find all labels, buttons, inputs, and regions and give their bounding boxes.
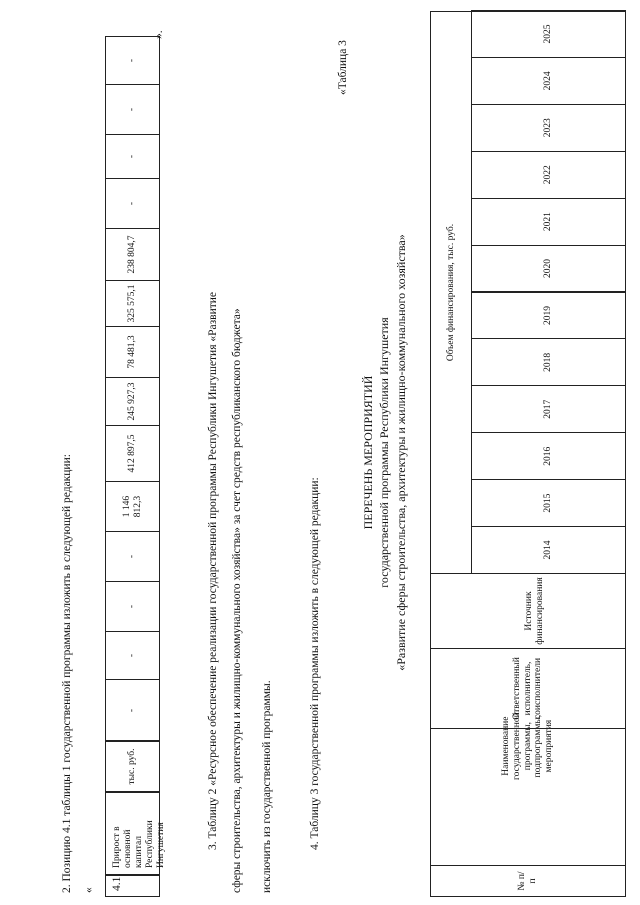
t3-year-cell [471,385,626,433]
row-value-cell [105,581,160,632]
t3-col-source: Источник финансирования [524,577,545,645]
t3-year-cell [471,432,626,480]
item2-close-quote: ». [153,30,165,39]
t3-year-label: 2022 [543,165,554,185]
t3-col-name: Наименование государственной программы, подпрограммы, мероприятия [500,712,555,780]
t3-year-label: 2020 [543,259,554,279]
row-value: 325 575,1 [127,284,138,323]
t3-year-label: 2014 [543,540,554,560]
t3-year-cell [471,479,626,527]
row-value-cell [105,178,160,229]
row-value-cell [105,84,160,135]
row-value: - [127,154,138,159]
item2-text: 2. Позицию 4.1 таблицы 1 государственной программы изложить в следующей редакции: [61,454,73,893]
row-value: - [127,708,138,713]
row-value: - [127,554,138,559]
t3-year-label: 2019 [543,305,554,325]
t3-col-num-cell [430,865,626,897]
t3-col-volume-cell [430,11,472,574]
row-value: 412 897,5 [127,434,138,473]
row-value: 238 804,7 [127,235,138,274]
row-number-cell [105,874,160,897]
t3-year-cell [471,104,626,152]
t3-col-resp: Ответственный исполнитель, соисполнители [511,657,544,720]
row-value: - [127,653,138,658]
row-value-cell [105,280,160,327]
t3-year-cell [471,198,626,246]
t3-year-label: 2015 [543,493,554,513]
row-value: - [127,604,138,609]
title-line3: «Развитие сферы строительства, архитектуры и жилищно-коммунального хозяйства» [394,234,408,671]
row-value-cell [105,228,160,281]
row-number: 4.1. [111,873,123,891]
t3-col-volume: Объем финансирования, тыс. руб. [445,223,456,362]
row-value-cell [105,326,160,378]
t3-year-label: 2025 [543,24,554,44]
t3-year-label: 2021 [543,212,554,232]
t3-year-label: 2023 [543,118,554,138]
t3-year-cell [471,526,626,574]
t3-year-cell [471,292,626,340]
row-value: - [127,201,138,206]
row-value: - [127,107,138,112]
row-name-cell [105,791,166,876]
row-value-cell [105,631,160,680]
row-value: - [127,58,138,63]
t3-year-cell [471,151,626,199]
t3-year-cell [471,245,626,293]
item4-text: 4. Таблицу 3 государственной программы изложить в следующей редакции: [309,477,321,850]
row-value: 78 481,3 [127,335,138,369]
row-value-cell [105,425,160,482]
row-value-cell [105,531,160,582]
t3-col-source-cell [430,573,626,649]
item3-line1: 3. Таблицу 2 «Ресурсное обеспечение реализации государственной программы Республики Ингушетия «Развитие [207,291,219,850]
row-value-cell [105,134,160,179]
t3-year-label: 2018 [543,352,554,372]
t3-year-label: 2016 [543,446,554,466]
row-name: Прирост в основной капитал Республики Ингушетия [112,820,166,868]
title-line2: государственной программы Республики Ингушетия [377,317,391,588]
t3-col-resp-cell [430,648,626,729]
table3-label: «Таблица 3 [337,40,349,95]
row-unit-cell [105,740,160,793]
t3-year-cell [471,338,626,386]
t3-col-name-cell [430,712,626,866]
row-value-cell [105,36,160,85]
t3-col-num: № п/п [517,871,538,891]
row-value: 245 927,3 [127,382,138,421]
item3-line3: исключить из государственной программы. [261,680,273,893]
item2-open-quote: « [83,887,95,893]
item3-line2: сферы строительства, архитектуры и жилищно-коммунального хозяйства» за счет средств республиканского бюджета» [231,308,243,893]
t3-year-label: 2017 [543,399,554,419]
title-line1: ПЕРЕЧЕНЬ МЕРОПРИЯТИЙ [361,375,375,530]
row-value: 1 146 812,3 [121,495,143,518]
row-value-cell [105,481,160,532]
t3-year-label: 2024 [543,71,554,91]
t3-year-cell [471,10,626,58]
row-value-cell [105,377,160,426]
row-unit: тыс. руб. [127,748,138,785]
t3-year-cell [471,57,626,105]
row-value-cell [105,679,160,742]
